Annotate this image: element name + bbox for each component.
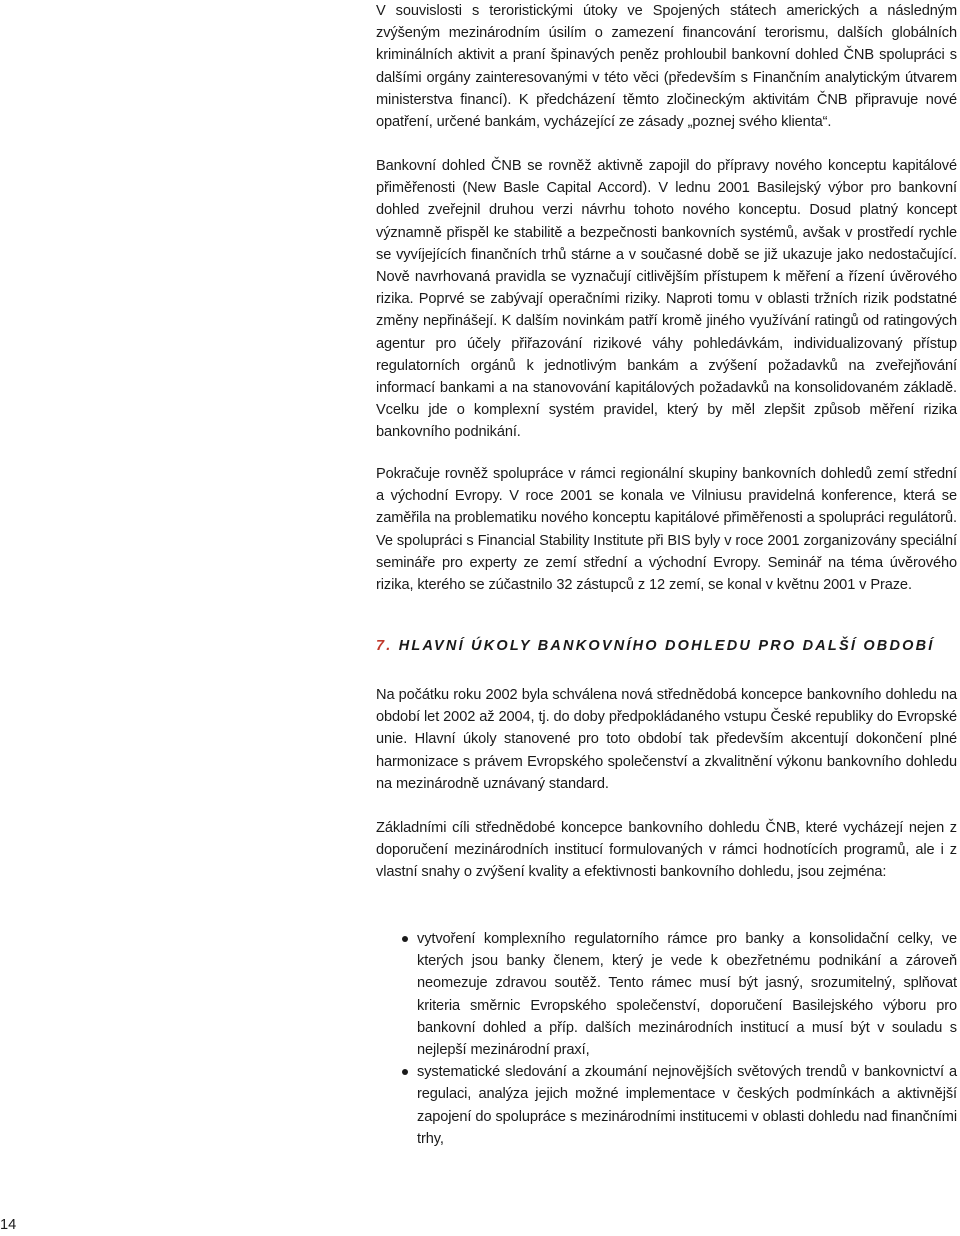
goals-list (376, 928, 957, 1150)
list-item-text: systematické sledování a zkoumání nejnovějších světových trendů v bankovnictví a regulaci, analýza jejich možné implementace v českých podmínkách a aktivnější zapojení do spolupráce s mezinárodními institucemi v oblasti dohledu nad finančními trhy, (417, 1064, 957, 1147)
section-title: HLAVNÍ ÚKOLY BANKOVNÍHO DOHLEDU PRO DALŠÍ OBDOBÍ (398, 638, 935, 654)
paragraph-regional-cooperation: Pokračuje rovněž spolupráce v rámci regionální skupiny bankovních dohledů zemí střední a východní Evropy. V roce 2001 se konala ve Vilniusu pravidelná konference, která se zaměřila na problematiku nového konceptu kapitálové přiměřenosti a spolupráci regulátorů. Ve spolupráci s Financial Stability Institute při BIS byly v roce 2001 zorganizovány speciální semináře pro experty ze zemí střední a východní Evropy. Seminář na téma úvěrového rizika, kterého se zúčastnilo 32 zástupců z 12 zemí, se konal v květnu 2001 v Praze. (376, 466, 957, 594)
list-item (376, 1061, 957, 1150)
bullet-icon (402, 1069, 408, 1075)
list-item (376, 928, 957, 1061)
paragraph-mid-term-concept: Na počátku roku 2002 byla schválena nová střednědobá koncepce bankovního dohledu na období let 2002 až 2004, tj. do doby předpokládaného vstupu České republiky do Evropské unie. Hlavní úkoly stanovené pro toto období tak především akcentují dokončení plné harmonizace s právem Evropského společenství a zkvalitnění výkonu bankovního dohledu na mezinárodně uznávaný standard. (376, 687, 957, 792)
paragraph-basel-accord: Bankovní dohled ČNB se rovněž aktivně zapojil do přípravy nového konceptu kapitálové přiměřenosti (New Basle Capital Accord). V lednu 2001 Basilejský výbor pro bankovní dohled zveřejnil druhou verzi návrhu tohoto nového konceptu. Dosud platný koncept významně přispěl ke stabilitě a bezpečnosti bankovních systémů, avšak v prostředí rychle se vyvíjejících finančních trhů stárne a v současné době se již ukazuje jako nedostačující. Nově navrhovaná pravidla se vyznačují citlivějším přístupem k měření a řízení úvěrového rizika. Poprvé se zabývají operačními riziky. Naproti tomu v oblasti tržních rizik podstatné změny nepřinášejí. K dalším novinkám patří kromě jiného využívání ratingů od ratingových agentur pro účely přiřazování rizikové váhy pohledávkám, individualizovaný přístup regulatorních orgánů k jednotlivým bankám a zvýšení požadavků na zveřejňování informací bankami a na stanovování kapitálových požadavků na konsolidovaném základě. Vcelku jde o komplexní systém pravidel, který by měl zlepšit způsob měření rizika bankovního podnikání. (376, 158, 957, 441)
paragraph-terrorism-cooperation: V souvislosti s teroristickými útoky ve Spojených státech amerických a následným zvýšeným mezinárodním úsilím o zamezení financování terorismu, dalších globálních kriminálních aktivit a praní špinavých peněz prohloubil bankovní dohled ČNB spolupráci s dalšími orgány zainteresovanými v této věci (především s Finančním analytickým útvarem ministerstva financí). K předcházení těmto zločineckým aktivitám ČNB připravuje nové opatření, určené bankám, vycházející ze zásady „poznej svého klienta“. (376, 3, 957, 131)
section-number: 7. (376, 638, 393, 654)
bullet-icon (402, 936, 408, 942)
list-item-text: vytvoření komplexního regulatorního rámce pro banky a konsolidační celky, ve kterých jsou banky členem, který je vede k obezřetnému podnikání a zároveň neomezuje zdravou soutěž. Tento rámec musí být jasný, srozumitelný, splňovat kriteria směrnic Evropského společenství, doporučení Basilejského výboru pro bankovní dohled a příp. dalších mezinárodních institucí a musí být v souladu s nejlepší mezinárodní praxí, (417, 931, 957, 1059)
section-heading (376, 638, 935, 654)
paragraph-main-goals: Základními cíli střednědobé koncepce bankovního dohledu ČNB, které vycházejí nejen z doporučení mezinárodních institucí formulovaných v rámci hodnotících programů, ale i z vlastní snahy o zvýšení kvality a efektivnosti bankovního dohledu, jsou zejména: (376, 820, 957, 881)
page-number: 14 (0, 1217, 17, 1233)
